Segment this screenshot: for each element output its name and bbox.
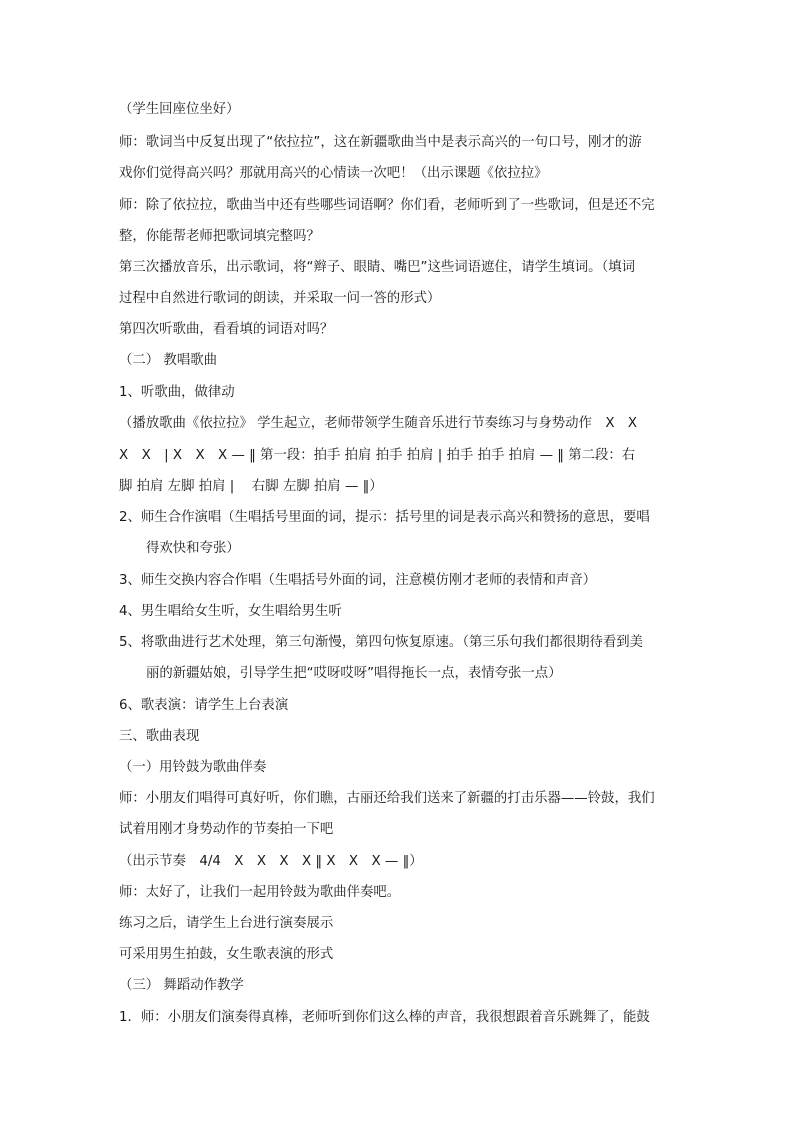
paragraph-line: 师：歌词当中反复出现了“依拉拉”，这在新疆歌曲当中是表示高兴的一句口号，刚才的游 [119, 135, 642, 150]
paragraph-line: （学生回座位坐好） [119, 102, 240, 117]
section-heading: （三） 舞蹈动作教学 [119, 978, 244, 993]
paragraph-line: 试着用刚才身势动作的节奏拍一下吧 [119, 822, 334, 837]
paragraph-line: 第四次听歌曲，看看填的词语对吗？ [119, 322, 334, 337]
list-item-continuation: 丽的新疆姑娘，引导学生把“哎呀哎呀”唱得拖长一点，表情夸张一点） [146, 666, 562, 681]
rhythm-line: 脚 拍肩 左脚 拍肩 | 右脚 左脚 拍肩 — ‖） [119, 479, 383, 494]
paragraph-line: 师：除了依拉拉，歌曲当中还有些哪些词语啊？你们看，老师听到了一些歌词，但是还不完 [119, 198, 655, 213]
list-item: 6、歌表演：请学生上台表演 [119, 698, 289, 713]
section-heading: （二） 教唱歌曲 [119, 353, 217, 368]
paragraph-line: （播放歌曲《依拉拉》 学生起立，老师带领学生随音乐进行节奏练习与身势动作 X X [119, 416, 638, 431]
paragraph-line: 可采用男生拍鼓，女生歌表演的形式 [119, 947, 334, 962]
list-item-continuation: 得欢快和夸张） [146, 541, 240, 556]
paragraph-line: 师：太好了，让我们一起用铃鼓为歌曲伴奏吧。 [119, 885, 401, 900]
list-item: 4、男生唱给女生听，女生唱给男生听 [119, 604, 342, 619]
paragraph-line: 整，你能帮老师把歌词填完整吗？ [119, 229, 320, 244]
rhythm-line: X X | X X X — ‖ 第一段：拍手 拍肩 拍手 拍肩 | 拍手 拍手 拍肩 — ‖ 第二段：右 [119, 448, 636, 463]
rhythm-line: （出示节奏 4/4 X X X X ‖ X X X — ‖） [119, 854, 423, 869]
subsection-heading: （一）用铃鼓为歌曲伴奏 [119, 760, 267, 775]
paragraph-line: 过程中自然进行歌词的朗读，并采取一问一答的形式） [119, 291, 441, 306]
paragraph-line: 戏你们觉得高兴吗？那就用高兴的心情读一次吧！（出示课题《依拉拉》 [119, 166, 548, 181]
paragraph-line: 练习之后，请学生上台进行演奏展示 [119, 916, 334, 931]
list-item: 2、师生合作演唱（生唱括号里面的词，提示：括号里的词是表示高兴和赞扬的意思，要唱 [119, 510, 650, 525]
list-item: 5、将歌曲进行艺术处理，第三句渐慢，第四句恢复原速。（第三乐句我们都很期待看到美 [119, 635, 644, 650]
list-item: 1、听歌曲，做律动 [119, 385, 235, 400]
paragraph-line: 第三次播放音乐，出示歌词，将“辫子、眼睛、嘴巴”这些词语遮住，请学生填词。（填词 [119, 260, 636, 275]
list-item: 3、师生交换内容合作唱（生唱括号外面的词，注意模仿刚才老师的表情和声音） [119, 573, 597, 588]
paragraph-line: 师：小朋友们唱得可真好听，你们瞧，古丽还给我们送来了新疆的打击乐器——铃鼓，我们 [119, 791, 655, 806]
section-heading: 三、歌曲表现 [119, 729, 200, 744]
list-item: 1．师：小朋友们演奏得真棒，老师听到你们这么棒的声音，我很想跟着音乐跳舞了，能鼓 [119, 1010, 650, 1025]
